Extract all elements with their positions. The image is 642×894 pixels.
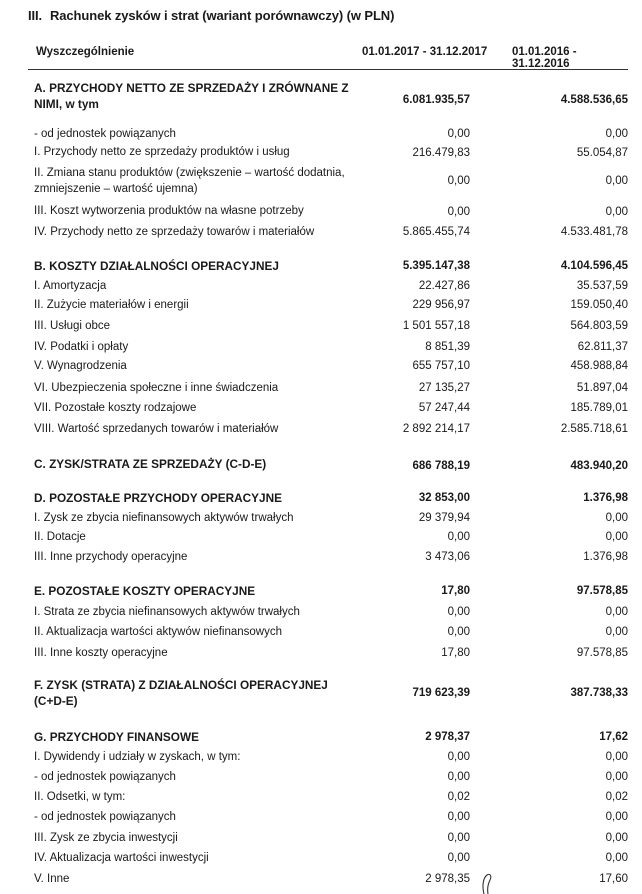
value-2017: 2 892 214,17 <box>402 423 470 435</box>
line-item-row <box>28 144 628 165</box>
value-2016: 564.803,59 <box>570 320 628 332</box>
value-2017: 686 788,19 <box>412 460 470 472</box>
value-2016: 17,62 <box>599 731 628 743</box>
line-item-row <box>28 871 628 891</box>
row-description: I. Przychody netto ze sprzedaży produktów i usług <box>34 146 290 158</box>
row-description: C. ZYSK/STRATA ZE SPRZEDAŻY (C-D-E) <box>34 457 267 471</box>
line-item-row <box>28 421 628 441</box>
line-item-row <box>28 165 628 203</box>
value-2017: 0,00 <box>447 626 470 638</box>
value-2017: 0,00 <box>447 751 470 763</box>
value-2016: 483.940,20 <box>570 460 628 472</box>
value-2016: 17,60 <box>599 873 628 885</box>
handwritten-mark <box>478 872 496 894</box>
row-description: II. Dotacje <box>34 531 86 543</box>
value-2016: 0,00 <box>605 512 628 524</box>
row-description: V. Inne <box>34 873 70 885</box>
row-description: VII. Pozostałe koszty rodzajowe <box>34 402 197 414</box>
statement-rows <box>28 80 628 891</box>
value-2017: 17,80 <box>441 647 470 659</box>
line-item-row <box>28 789 628 809</box>
line-item-row <box>28 318 628 339</box>
value-2017: 0,00 <box>447 175 470 187</box>
line-item-row <box>28 400 628 421</box>
line-item-row <box>28 126 628 144</box>
value-2016: 4.588.536,65 <box>560 94 628 106</box>
row-description: - od jednostek powiązanych <box>34 811 176 823</box>
value-2016: 458.988,84 <box>570 360 628 372</box>
value-2016: 62.811,37 <box>577 341 628 353</box>
value-2016: 0,00 <box>605 626 628 638</box>
section-heading <box>28 8 394 23</box>
row-description: D. POZOSTAŁE PRZYCHODY OPERACYJNE <box>34 491 282 505</box>
value-2017: 29 379,94 <box>418 512 470 524</box>
value-2016: 2.585.718,61 <box>560 423 628 435</box>
value-2017: 0,00 <box>447 832 470 844</box>
row-description: II. Odsetki, w tym: <box>34 791 126 803</box>
section-title: Rachunek zysków i strat (wariant porównawczy) (w PLN) <box>50 8 395 23</box>
value-2017: 2 978,37 <box>425 731 470 743</box>
value-2016: 387.738,33 <box>570 687 628 699</box>
value-2017: 0,02 <box>447 791 470 803</box>
section-number: III. <box>28 8 43 23</box>
value-2016: 0,00 <box>605 811 628 823</box>
row-description: IV. Przychody netto ze sprzedaży towarów i materiałów <box>34 226 315 238</box>
line-item-row <box>28 749 628 769</box>
row-description: V. Wynagrodzenia <box>34 360 127 372</box>
value-2016: 4.104.596,45 <box>560 260 628 272</box>
column-header-2016: 01.01.2016 - 31.12.2016 <box>512 46 577 70</box>
row-description: II. Aktualizacja wartości aktywów niefinansowych <box>34 626 282 638</box>
value-2017: 27 135,27 <box>418 382 470 394</box>
row-description: G. PRZYCHODY FINANSOWE <box>34 730 199 744</box>
row-description: III. Inne koszty operacyjne <box>34 647 168 659</box>
column-header-description: Wyszczególnienie <box>36 46 135 58</box>
value-2016: 35.537,59 <box>576 280 628 292</box>
section-row <box>28 729 628 749</box>
row-description: I. Strata ze zbycia niefinansowych aktywów trwałych <box>34 606 300 618</box>
value-2017: 0,00 <box>447 531 470 543</box>
value-2016: 55.054,87 <box>576 147 628 159</box>
value-2016: 0,00 <box>605 771 628 783</box>
line-item-row <box>28 529 628 549</box>
line-item-row <box>28 809 628 830</box>
value-2016: 0,02 <box>605 791 628 803</box>
value-2017: 0,00 <box>447 811 470 823</box>
value-2017: 0,00 <box>447 852 470 864</box>
value-2017: 32 853,00 <box>418 492 470 504</box>
row-description: B. KOSZTY DZIAŁALNOŚCI OPERACYJNEJ <box>34 259 279 273</box>
value-2017: 0,00 <box>447 771 470 783</box>
value-2016: 0,00 <box>605 175 628 187</box>
line-item-row <box>28 510 628 529</box>
value-2016: 0,00 <box>605 751 628 763</box>
value-2016: 51.897,04 <box>576 382 628 394</box>
column-header-row <box>28 43 628 70</box>
value-2016: 0,00 <box>605 832 628 844</box>
value-2017: 0,00 <box>447 606 470 618</box>
value-2017: 2 978,35 <box>425 873 470 885</box>
line-item-row <box>28 830 628 850</box>
value-2017: 229 956,97 <box>412 299 470 311</box>
row-description: III. Zysk ze zbycia inwestycji <box>34 832 178 844</box>
section-row <box>28 258 628 278</box>
value-2017: 57 247,44 <box>418 402 470 414</box>
line-item-row <box>28 224 628 244</box>
value-2017: 8 851,39 <box>425 341 470 353</box>
value-2017: 5.865.455,74 <box>402 226 470 238</box>
line-item-row <box>28 358 628 380</box>
section-row <box>28 677 628 713</box>
column-header-2017: 01.01.2017 - 31.12.2017 <box>362 46 488 58</box>
value-2017: 0,00 <box>447 206 470 218</box>
line-item-row <box>28 624 628 645</box>
row-description: III. Inne przychody operacyjne <box>34 551 188 563</box>
value-2016: 0,00 <box>605 128 628 140</box>
line-item-row <box>28 850 628 871</box>
row-description: - od jednostek powiązanych <box>34 128 176 140</box>
value-2016: 0,00 <box>605 852 628 864</box>
row-description: III. Usługi obce <box>34 320 111 332</box>
row-description: IV. Aktualizacja wartości inwestycji <box>34 852 209 864</box>
row-description: I. Amortyzacja <box>34 280 107 292</box>
line-item-row <box>28 297 628 318</box>
row-description: I. Zysk ze zbycia niefinansowych aktywów trwałych <box>34 512 294 524</box>
value-2016: 185.789,01 <box>570 402 628 414</box>
value-2017: 6.081.935,57 <box>402 94 470 106</box>
value-2016: 0,00 <box>605 606 628 618</box>
row-description: II. Zużycie materiałów i energii <box>34 299 189 311</box>
section-row <box>28 490 628 510</box>
row-description: IV. Podatki i opłaty <box>34 341 129 353</box>
line-item-row <box>28 604 628 624</box>
value-2016: 1.376,98 <box>583 492 628 504</box>
section-row <box>28 456 628 476</box>
line-item-row <box>28 203 628 224</box>
value-2016: 1.376,98 <box>583 551 628 563</box>
value-2017: 0,00 <box>447 128 470 140</box>
row-description: - od jednostek powiązanych <box>34 771 176 783</box>
row-description: VI. Ubezpieczenia społeczne i inne świadczenia <box>34 382 279 394</box>
section-row <box>28 80 628 126</box>
line-item-row <box>28 278 628 297</box>
value-2017: 3 473,06 <box>425 551 470 563</box>
value-2016: 159.050,40 <box>570 299 628 311</box>
row-description: II. Zmiana stanu produktów (zwiększenie – wartość dodatnia, zmniejszenie – wartość ujemna) <box>34 167 345 195</box>
value-2016: 97.578,85 <box>576 647 628 659</box>
row-description: VIII. Wartość sprzedanych towarów i materiałów <box>34 423 279 435</box>
line-item-row <box>28 769 628 789</box>
line-item-row <box>28 339 628 358</box>
row-description: E. POZOSTAŁE KOSZTY OPERACYJNE <box>34 584 256 598</box>
value-2017: 5.395.147,38 <box>402 260 470 272</box>
line-item-row <box>28 380 628 400</box>
value-2016: 0,00 <box>605 531 628 543</box>
line-item-row <box>28 549 628 569</box>
value-2017: 216.479,83 <box>412 147 470 159</box>
value-2017: 17,80 <box>441 585 470 597</box>
value-2017: 22.427,86 <box>418 280 470 292</box>
value-2017: 655 757,10 <box>412 360 470 372</box>
value-2016: 0,00 <box>605 206 628 218</box>
value-2017: 1 501 557,18 <box>402 320 470 332</box>
row-description: A. PRZYCHODY NETTO ZE SPRZEDAŻY I ZRÓWNANE Z NIMI, w tym <box>34 81 349 111</box>
value-2016: 97.578,85 <box>576 585 628 597</box>
value-2016: 4.533.481,78 <box>560 226 628 238</box>
row-description: I. Dywidendy i udziały w zyskach, w tym: <box>34 751 241 763</box>
section-row <box>28 583 628 604</box>
value-2017: 719 623,39 <box>412 687 470 699</box>
line-item-row <box>28 645 628 665</box>
row-description: F. ZYSK (STRATA) Z DZIAŁALNOŚCI OPERACYJNEJ (C+D-E) <box>34 678 328 708</box>
row-description: III. Koszt wytworzenia produktów na własne potrzeby <box>34 205 304 217</box>
